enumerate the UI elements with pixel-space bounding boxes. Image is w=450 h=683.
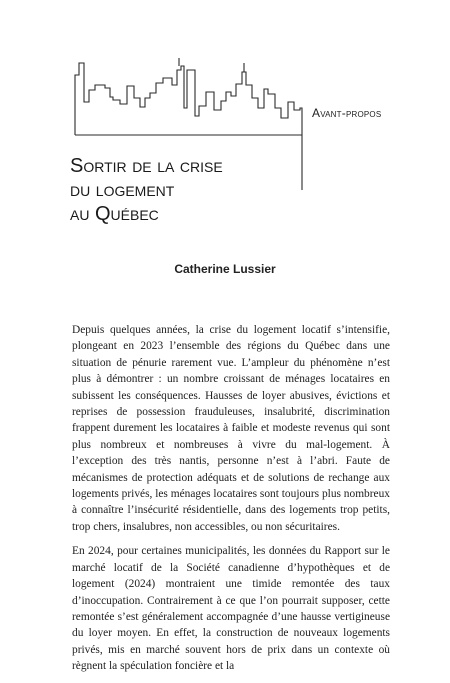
paragraph: Depuis quelques années, la crise du logement locatif s’intensifie, plongeant en 2023 l’ensemble des régions du Québec dans une situation de pénurie rarement vue. L’ampleur du phénomène n’est plus à démontrer : un nombre croissant de ménages locataires en subissent les conséquences. Hausses de loyer abusives, évictions et reprises de possession frauduleuses, insalubrité, discrimination frappent durement les locataires à faible et modeste revenus qui sont plus nombreux et nombreuses à vivre du mal-logement. À l’exception des très nantis, personne n’est à l’abri. Faute de mécanismes de protection adéquats et de solutions de rechange aux logements privés, les ménages locataires sont toujours plus nombreux à connaître l’insécurité résidentielle, dans des logements trop petits, trop chers, insalubres, non accessibles, ou non sécuritaires.: [72, 324, 390, 533]
chapter-title-line: au Québec: [70, 203, 159, 225]
chapter-title-line: Sortir de la crise: [70, 155, 223, 177]
paragraph: En 2024, pour certaines municipalités, les données du Rapport sur le marché locatif de la Société canadienne d’hypothèques et de logement (2024) montraient une timide remontée des taux d’inoccupation. Contrairement à ce que l’on pourrait supposer, cette remontée s’est généralement accompagnée d’une hausse vertigineuse du loyer moyen. En effet, la construction de nouveaux logements privés, mis en marché souvent hors de prix dans un contexte où règnent la spéculation foncière et la: [72, 545, 390, 673]
body-text: [72, 322, 390, 683]
chapter-title: [70, 154, 310, 226]
section-label: Avant-propos: [312, 106, 382, 120]
author-name: Catherine Lussier: [174, 262, 276, 276]
chapter-title-line: du logement: [70, 179, 175, 201]
